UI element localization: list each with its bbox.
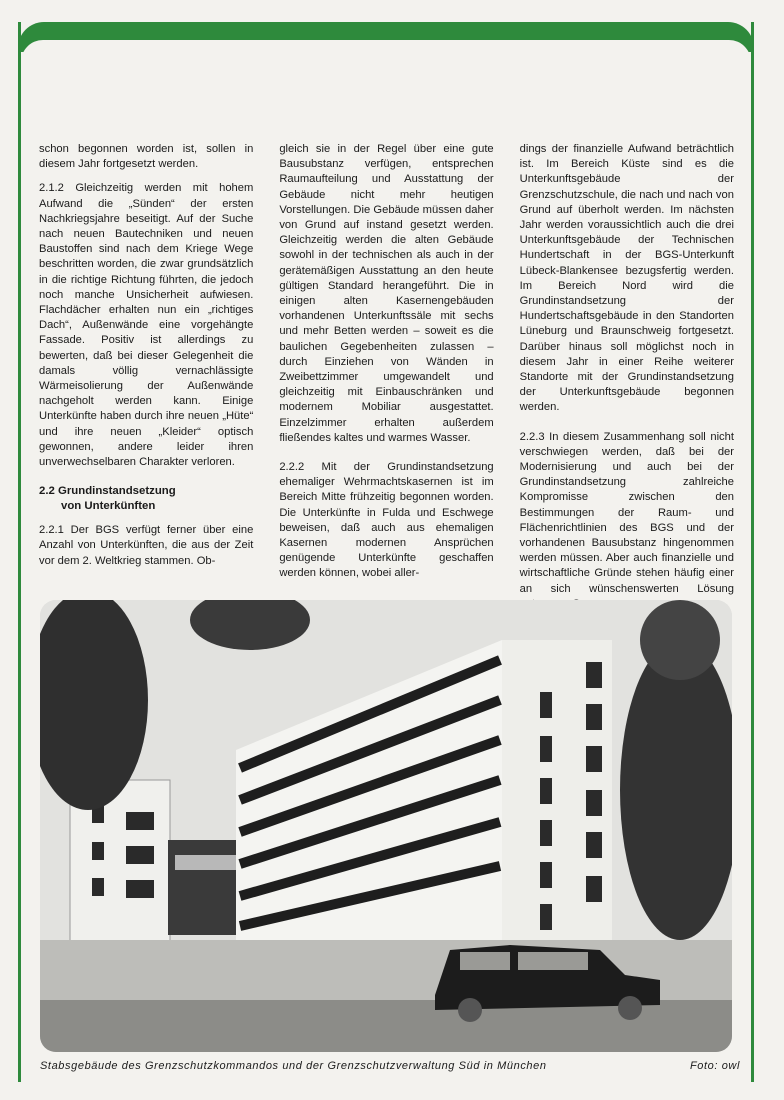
- heading-line: von Unterkünften: [61, 500, 156, 513]
- photo-caption: [40, 1060, 740, 1072]
- paragraph: 2.1.2 Gleichzeitig werden mit hohem Aufwand die „Sünden“ der ersten Nachkriegsjahre beseitigt. Auf der Suche nach neuen Bautechniken und neuen Baustoffen sind nach dem Kriege Wege beschritten worden, die zwar grundsätzlich in die richtige Richtung führten, die jedoch noch manche Unsicherheit aufwiesen. Flachdächer erhalten nun ein „richtiges Dach“, Außenwände eine vorgehängte Fassade. Positiv ist allerdings zu bewerten, daß bei dieser Gelegenheit die damals völlig vernachlässigte Wärmeisolierung der Außenwände nachgeholt werden kann. Einige Unterkünfte haben durch ihre neuen „Hüte“ und ihre neuen „Kleider“ optisch gewonnen, andere leider ihren unverwechselbaren Charakter verloren.: [39, 182, 254, 469]
- article-body: [39, 142, 734, 595]
- heading-line: 2.2 Grundinstandsetzung: [39, 485, 176, 498]
- photo-credit: Foto: owl: [689, 1060, 740, 1072]
- paragraph: 2.2.3 In diesem Zusammenhang soll nicht verschwiegen werden, daß bei der Modernisierung und auch bei der Grundinstandsetzung zahlreiche Kompromisse zwischen den Bestimmungen der Raum- und Flächenrichtlinien des BGS und der vorhandenen Bausubstanz hingenommen werden müssen. Aber auch finanzielle und wirtschaftliche Gründe stehen häufig einer an sich wünschenswerten Lösung: [519, 430, 734, 595]
- paragraph: dings der finanzielle Aufwand beträchtlich ist. Im Bereich Küste sind es die Unterkunftsgebäude der Grenzschutzschule, die nach und nach von Grund auf überholt werden. Im nächsten Jahr werden voraussichtlich auch die drei Unterkunftsgebäude der Technischen Hundertschaft in der BGS-Unterkunft Lübeck-Blankensee bezugsfertig werden. Im Bereich Nord wird die Grundinstandsetzung der Hundertschaftsgebäude in den Standorten Lüneburg und Braunschweig fortgesetzt. Darüber hinaus soll möglichst noch in diesem Jahr in einer Reihe weiterer Standorte mit der Grundinstandsetzung der Unterkunftsgebäude begonnen werden.: [519, 143, 734, 414]
- building-photo-illustration: [40, 600, 732, 1052]
- paragraph: schon begonnen worden ist, sollen in diesem Jahr fortgesetzt werden.: [39, 143, 254, 171]
- text-column-3: [519, 142, 734, 595]
- caption-text: Stabsgebäude des Grenzschutzkommandos und der Grenzschutzverwaltung Süd in München: [40, 1060, 547, 1072]
- building-photo: [40, 600, 732, 1052]
- paragraph: gleich sie in der Regel über eine gute Bausubstanz verfügen, entsprechen Raumaufteilung und Ausstattung der Gebäude nicht mehr heutigen Vorstellungen. Die Gebäude müssen daher von Grund auf instand gesetzt werden. Gleichzeitig werden die alten Gebäude sowohl in der technischen als auch in der gerätemäßigen Ausstattung an den heute gültigen Standard herangeführt. Die in einigen alten Kasernengebäuden vorhandenen Unterkunftssäle mit sechs und mehr Betten werden – soweit es die baulichen Gegebenheiten zulassen – durch Einziehen von Wänden in Zweibettzimmer umgewandelt und gleichzeitig mit Einbauschränken und modernem Mobiliar ausgestattet. Einzelzimmer erhalten außerdem fließendes kaltes und warmes Wasser.: [279, 143, 494, 444]
- text-column-1: [39, 142, 254, 567]
- text-column-2: [279, 142, 494, 580]
- paragraph: 2.2.2 Mit der Grundinstandsetzung ehemaliger Wehrmachtskasernen ist im Bereich Mitte frühzeitig begonnen worden. Die Unterkünfte in Fulda und Eschwege beweisen, daß auch aus ehemaligen Kasernen modernen Ansprüchen genügende Unterkünfte geschaffen werden können, wobei aller-: [279, 461, 494, 580]
- section-heading: [39, 484, 253, 514]
- paragraph: 2.2.1 Der BGS verfügt ferner über eine Anzahl von Unterkünften, die aus der Zeit vor dem 2. Weltkrieg stammen. Ob-: [39, 524, 254, 567]
